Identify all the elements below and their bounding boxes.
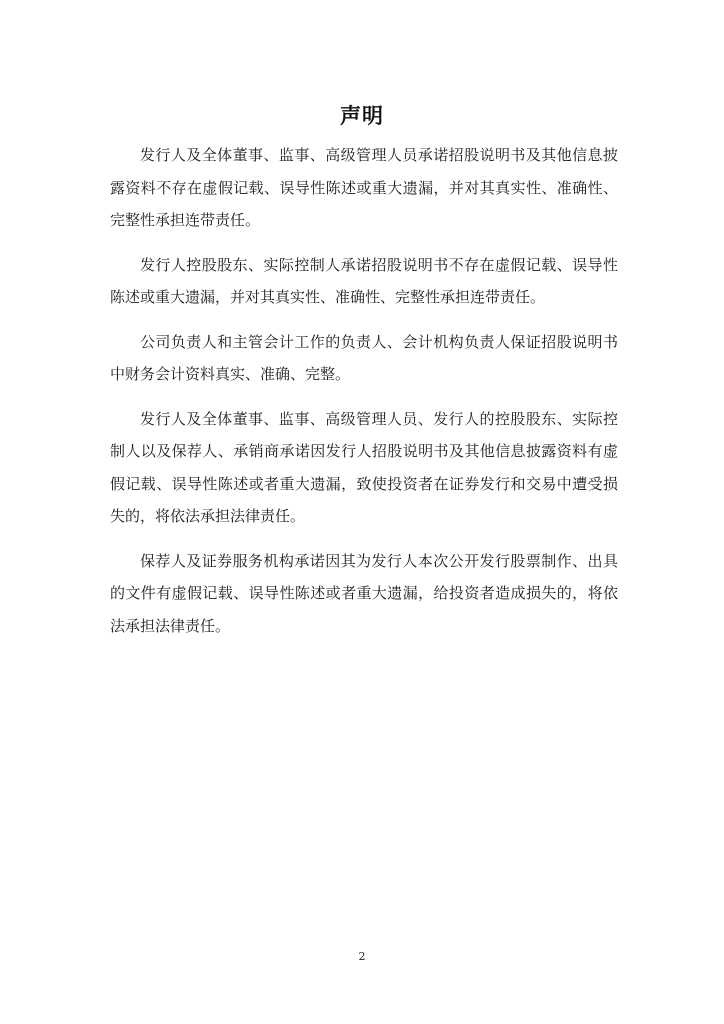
paragraph-accounting-guarantee: 公司负责人和主管会计工作的负责人、会计机构负责人保证招股说明书中财务会计资料真实、准确、完整。 <box>110 332 618 383</box>
statement-body <box>110 139 618 654</box>
paragraph-issuer-commitment: 发行人及全体董事、监事、高级管理人员承诺招股说明书及其他信息披露资料不存在虚假记载、误导性陈述或重大遗漏，并对其真实性、准确性、完整性承担连带责任。 <box>110 146 618 229</box>
paragraph-sponsor-commitment: 保荐人及证券服务机构承诺因其为发行人本次公开发行股票制作、出具的文件有虚假记载、误导性陈述或者重大遗漏，给投资者造成损失的，将依法承担法律责任。 <box>110 551 618 635</box>
page-number: 2 <box>358 950 366 963</box>
paragraph-controller-commitment: 发行人控股股东、实际控制人承诺招股说明书不存在虚假记载、误导性陈述或重大遗漏，并对其真实性、准确性、完整性承担连带责任。 <box>110 255 618 306</box>
paragraph-liability-commitment: 发行人及全体董事、监事、高级管理人员、发行人的控股股东、实际控制人以及保荐人、承销商承诺因发行人招股说明书及其他信息披露资料有虚假记载、误导性陈述或者重大遗漏，致使投资者在证券发行和交易中遭受损失的，将依法承担法律责任。 <box>110 409 618 525</box>
page-title: 声明 <box>340 104 384 128</box>
